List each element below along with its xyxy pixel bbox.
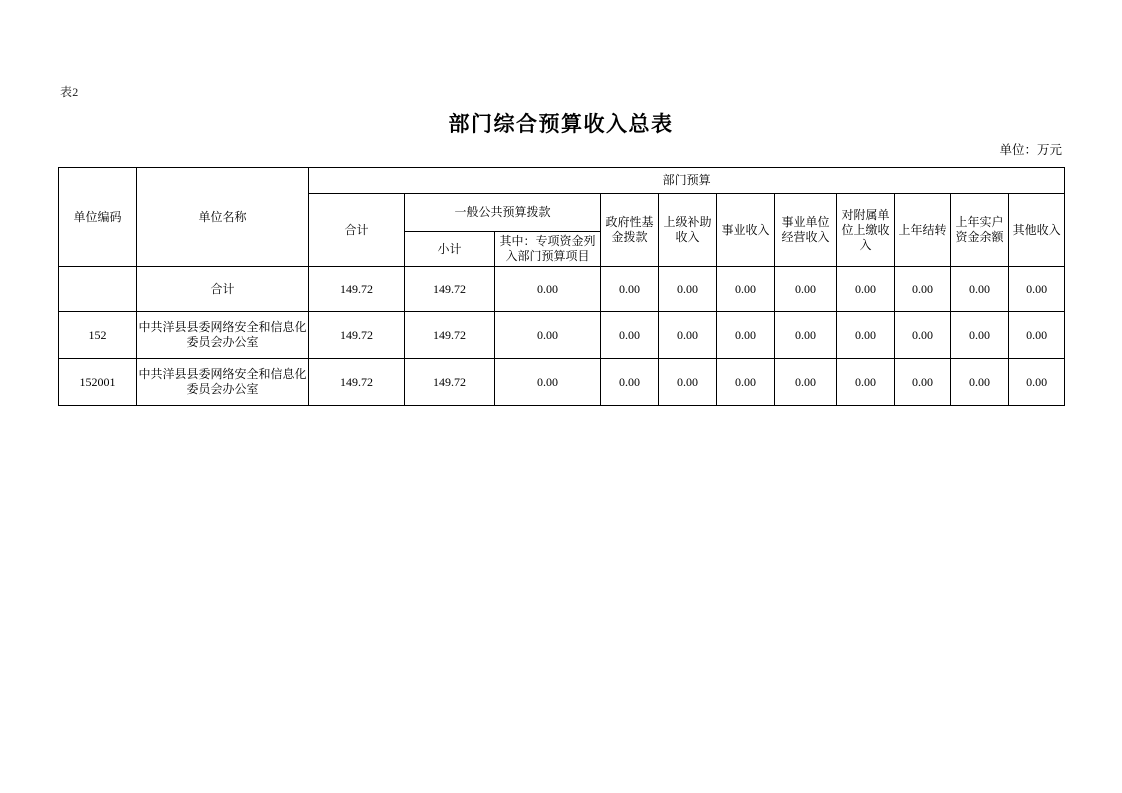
table-header <box>59 168 1065 267</box>
cell-unit-code <box>59 267 137 312</box>
cell-last-year-account-balance: 0.00 <box>951 312 1009 359</box>
cell-career-income: 0.00 <box>717 312 775 359</box>
cell-last-year-account-balance: 0.00 <box>951 359 1009 406</box>
cell-last-year-carryover: 0.00 <box>895 267 951 312</box>
header-row-group <box>59 168 1065 194</box>
cell-last-year-account-balance: 0.00 <box>951 267 1009 312</box>
budget-table-container <box>58 167 1064 406</box>
header-total: 合计 <box>309 194 405 267</box>
cell-affiliated-payment: 0.00 <box>837 312 895 359</box>
cell-affiliated-payment: 0.00 <box>837 267 895 312</box>
header-unit-name: 单位名称 <box>137 168 309 267</box>
budget-income-table <box>58 167 1065 406</box>
page-title: 部门综合预算收入总表 <box>448 113 674 136</box>
header-last-year-carryover: 上年结转 <box>895 194 951 267</box>
cell-career-unit-operating: 0.00 <box>775 312 837 359</box>
header-department-budget: 部门预算 <box>309 168 1065 194</box>
table-row <box>59 359 1065 406</box>
cell-unit-name: 中共洋县县委网络安全和信息化委员会办公室 <box>137 359 309 406</box>
sheet-label: 表2 <box>60 85 79 99</box>
cell-total: 149.72 <box>309 312 405 359</box>
header-upper-subsidy: 上级补助收入 <box>659 194 717 267</box>
cell-last-year-carryover: 0.00 <box>895 312 951 359</box>
cell-gov-fund: 0.00 <box>601 312 659 359</box>
cell-special-fund: 0.00 <box>495 312 601 359</box>
cell-career-income: 0.00 <box>717 359 775 406</box>
table-body <box>59 267 1065 406</box>
cell-unit-code: 152 <box>59 312 137 359</box>
header-subtotal: 小计 <box>405 232 495 267</box>
cell-unit-code: 152001 <box>59 359 137 406</box>
header-last-year-account-balance: 上年实户资金余额 <box>951 194 1009 267</box>
unit-note: 单位：万元 <box>999 143 1062 157</box>
cell-subtotal: 149.72 <box>405 359 495 406</box>
table-row <box>59 267 1065 312</box>
cell-gov-fund: 0.00 <box>601 267 659 312</box>
cell-upper-subsidy: 0.00 <box>659 359 717 406</box>
cell-other-income: 0.00 <box>1009 267 1065 312</box>
cell-gov-fund: 0.00 <box>601 359 659 406</box>
cell-unit-name: 合计 <box>137 267 309 312</box>
cell-career-unit-operating: 0.00 <box>775 267 837 312</box>
cell-other-income: 0.00 <box>1009 312 1065 359</box>
cell-last-year-carryover: 0.00 <box>895 359 951 406</box>
header-affiliated-payment: 对附属单位上缴收入 <box>837 194 895 267</box>
cell-upper-subsidy: 0.00 <box>659 267 717 312</box>
cell-subtotal: 149.72 <box>405 267 495 312</box>
cell-special-fund: 0.00 <box>495 359 601 406</box>
header-special-fund: 其中：专项资金列入部门预算项目 <box>495 232 601 267</box>
cell-other-income: 0.00 <box>1009 359 1065 406</box>
cell-total: 149.72 <box>309 359 405 406</box>
cell-total: 149.72 <box>309 267 405 312</box>
cell-affiliated-payment: 0.00 <box>837 359 895 406</box>
cell-career-unit-operating: 0.00 <box>775 359 837 406</box>
header-unit-code: 单位编码 <box>59 168 137 267</box>
header-gov-fund: 政府性基金拨款 <box>601 194 659 267</box>
header-career-unit-operating: 事业单位经营收入 <box>775 194 837 267</box>
cell-career-income: 0.00 <box>717 267 775 312</box>
header-general-public-budget: 一般公共预算拨款 <box>405 194 601 232</box>
cell-upper-subsidy: 0.00 <box>659 312 717 359</box>
cell-special-fund: 0.00 <box>495 267 601 312</box>
header-other-income: 其他收入 <box>1009 194 1065 267</box>
header-career-income: 事业收入 <box>717 194 775 267</box>
cell-unit-name: 中共洋县县委网络安全和信息化委员会办公室 <box>137 312 309 359</box>
cell-subtotal: 149.72 <box>405 312 495 359</box>
table-row <box>59 312 1065 359</box>
